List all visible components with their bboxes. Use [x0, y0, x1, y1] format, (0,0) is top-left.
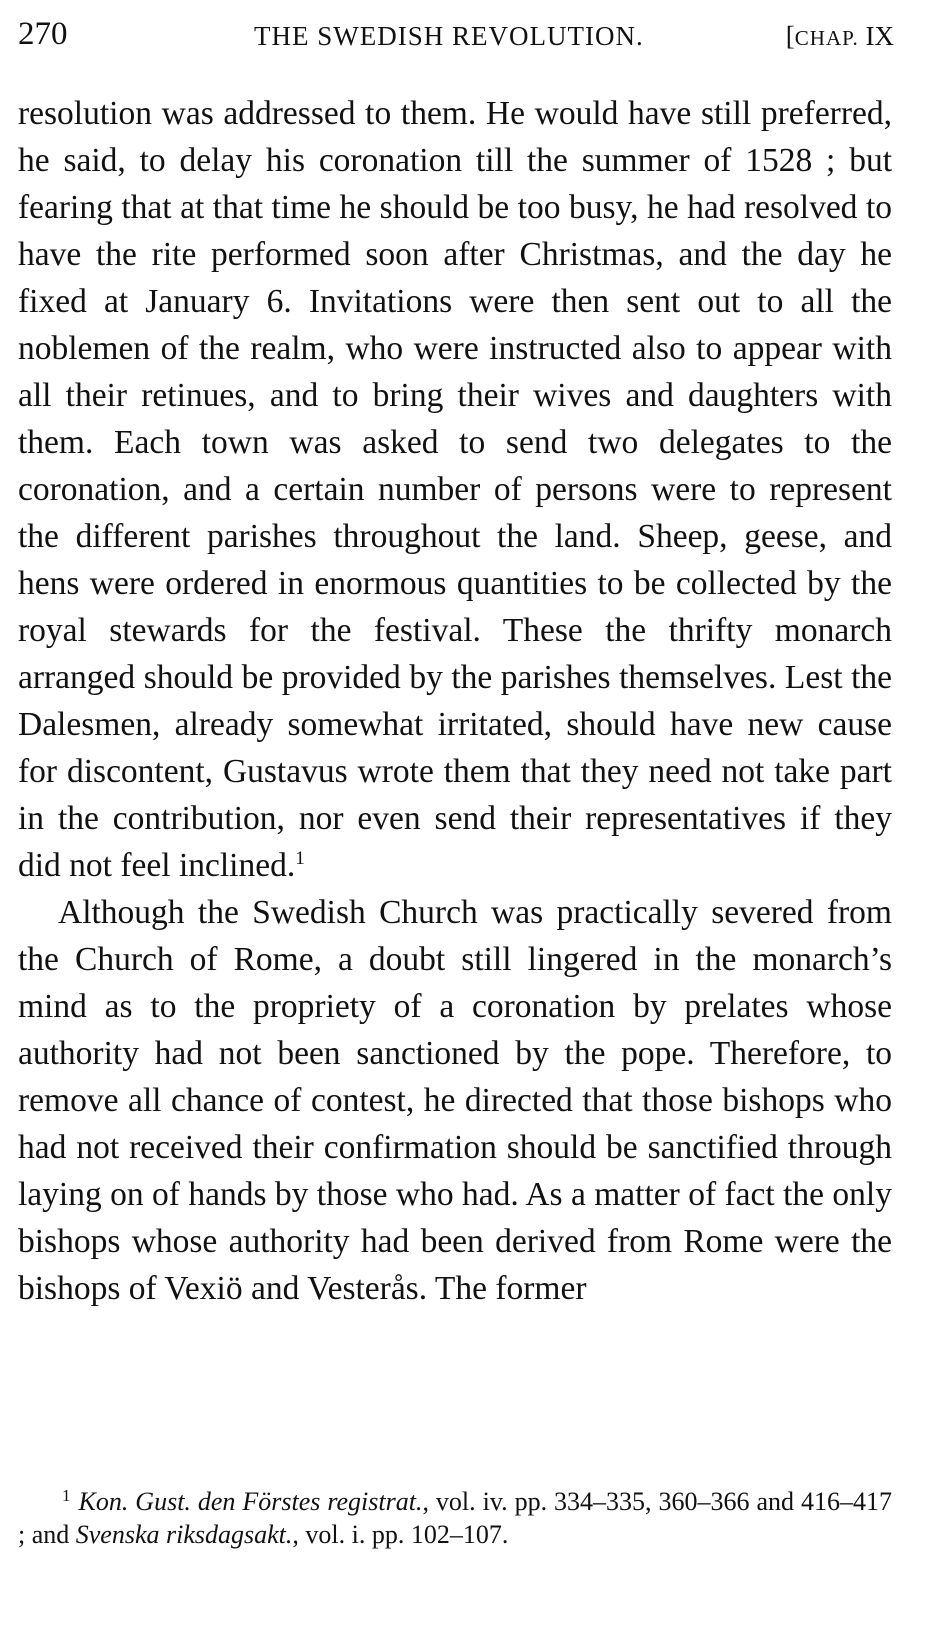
chapter-reference [786, 18, 894, 56]
footnote-number: 1 [62, 1486, 71, 1505]
footnote-ref-2: , vol. i. pp. 102–107. [292, 1520, 509, 1549]
paragraph-2-text: Although the Swedish Church was practically severed from the Church of Rome, a doubt still lingered in the monarch’s mind as to the propriety of a coronation by prelates whose authority had not been sanctioned by the pope. Therefore, to remove all chance of contest, he directed that those bishops who had not received their confirmation should be sanctified through laying on of hands by those who had. As a matter of fact the only bishops whose authority had been derived from Rome were the bishops of Vexiö and Vesterås. The former [18, 894, 892, 1307]
page-number: 270 [18, 16, 68, 52]
body-text [18, 90, 892, 1312]
chapter-bracket: [ [785, 21, 795, 51]
running-title: THE SWEDISH REVOLUTION. [254, 21, 644, 51]
page-header [18, 14, 894, 58]
paragraph-2 [18, 889, 892, 1312]
chapter-abbrev: CHAP. [794, 26, 859, 50]
footnote-ref-1: , vol. iv. pp. 334–335, 360–366 and 416–417 ; and [18, 1487, 892, 1549]
paragraph-1 [18, 90, 892, 889]
chapter-numeral: IX [865, 21, 894, 51]
paragraph-1-text: resolution was addressed to them. He would have still preferred, he said, to delay his coronation till the summer of 1528 ; but fearing that at that time he should be too busy, he had resolved to have the rite performed soon after Christmas, and the day he fixed at January 6. Invitations were then sent out to all the noblemen of the realm, who were instructed also to appear with all their retinues, and to bring their wives and daughters with them. Each town was asked to send two delegates to the coronation, and a certain number of persons were to represent the different parishes throughout the land. Sheep, geese, and hens were ordered in enormous quantities to be collected by the royal stewards for the festival. These the thrifty monarch arranged should be provided by the parishes themselves. Lest the Dalesmen, already somewhat irritated, should have new cause for discontent, Gustavus wrote them that they need not take part in the contribution, nor even send their representatives if they did not feel inclined. [18, 95, 892, 884]
footnote-title-2: Svenska riksdagsakt. [75, 1520, 293, 1549]
footnote-reference-mark[interactable]: 1 [295, 848, 305, 869]
footnote-title-1: Kon. Gust. den Förstes registrat. [78, 1487, 423, 1516]
footnote [18, 1485, 892, 1551]
